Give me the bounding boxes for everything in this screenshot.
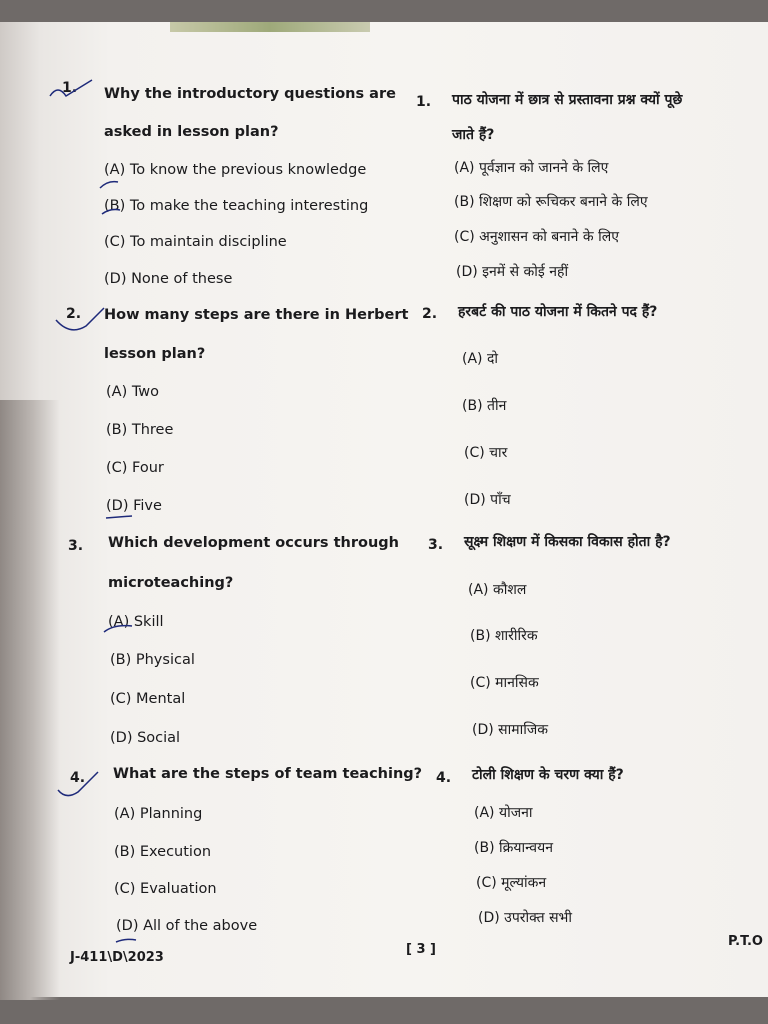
answer-option: (B) तीन	[462, 398, 507, 414]
question-text: microteaching?	[108, 575, 234, 591]
answer-option: (D) None of these	[104, 271, 233, 287]
answer-option: (B) क्रियान्वयन	[474, 840, 553, 856]
answer-option: (A) कौशल	[468, 582, 527, 598]
answer-option: (D) इनमें से कोई नहीं	[456, 264, 569, 280]
answer-option: (A) दो	[462, 351, 499, 367]
question-text: हरबर्ट की पाठ योजना में कितने पद हैं?	[458, 304, 658, 320]
answer-option: (D) All of the above	[116, 918, 258, 934]
question-number: 2.	[66, 306, 82, 322]
answer-option: (C) मूल्यांकन	[476, 875, 547, 891]
question-text: टोली शिक्षण के चरण क्या हैं?	[472, 767, 624, 783]
question-text: सूक्ष्म शिक्षण में किसका विकास होता है?	[464, 534, 671, 550]
answer-option: (C) चार	[464, 445, 508, 461]
question-number: 2.	[422, 306, 438, 322]
question-text: lesson plan?	[104, 346, 206, 362]
answer-option: (B) To make the teaching interesting	[104, 198, 369, 214]
answer-option: (C) Four	[106, 460, 164, 476]
answer-option: (C) अनुशासन को बनाने के लिए	[454, 229, 619, 245]
answer-option: (B) Three	[106, 422, 174, 438]
question-text: How many steps are there in Herbert	[104, 307, 409, 323]
answer-option: (C) मानसिक	[470, 675, 539, 691]
question-number: 3.	[68, 538, 84, 554]
question-number: 3.	[428, 537, 444, 553]
answer-option: (B) Execution	[114, 844, 212, 860]
question-number: 1.	[416, 94, 432, 110]
answer-option: (A) योजना	[474, 805, 533, 821]
answer-option: (B) शारीरिक	[470, 628, 538, 644]
question-number: 4.	[436, 770, 452, 786]
answer-option: (A) Skill	[108, 614, 164, 630]
answer-option: (A) Two	[106, 384, 160, 400]
answer-option: (A) Planning	[114, 806, 203, 822]
question-text: जाते हैं?	[452, 127, 495, 143]
answer-option: (B) Physical	[110, 652, 195, 668]
answer-option: (D) Social	[110, 730, 181, 746]
question-text: What are the steps of team teaching?	[113, 766, 423, 782]
answer-option: (D) उपरोक्त सभी	[478, 910, 572, 926]
answer-option: (D) Five	[106, 498, 162, 514]
answer-option: (B) शिक्षण को रूचिकर बनाने के लिए	[454, 194, 648, 210]
answer-option: (C) Mental	[110, 691, 186, 707]
answer-option: (A) To know the previous knowledge	[104, 162, 367, 178]
question-number: 1.	[62, 80, 78, 96]
pto-label: P.T.O	[728, 934, 763, 949]
answer-option: (D) सामाजिक	[472, 722, 549, 738]
page-number: [ 3 ]	[406, 942, 436, 957]
answer-option: (C) To maintain discipline	[104, 234, 287, 250]
question-text: पाठ योजना में छात्र से प्रस्तावना प्रश्न क्यों पूछे	[452, 92, 683, 108]
answer-option: (A) पूर्वज्ञान को जानने के लिए	[454, 160, 609, 176]
answer-option: (D) पाँच	[464, 492, 511, 508]
question-text: Which development occurs through	[108, 535, 400, 551]
question-text: Why the introductory questions are	[104, 86, 396, 102]
question-number: 4.	[70, 770, 86, 786]
paper-code: J-411\D\2023	[70, 950, 164, 965]
question-text: asked in lesson plan?	[104, 124, 279, 140]
answer-option: (C) Evaluation	[114, 881, 217, 897]
